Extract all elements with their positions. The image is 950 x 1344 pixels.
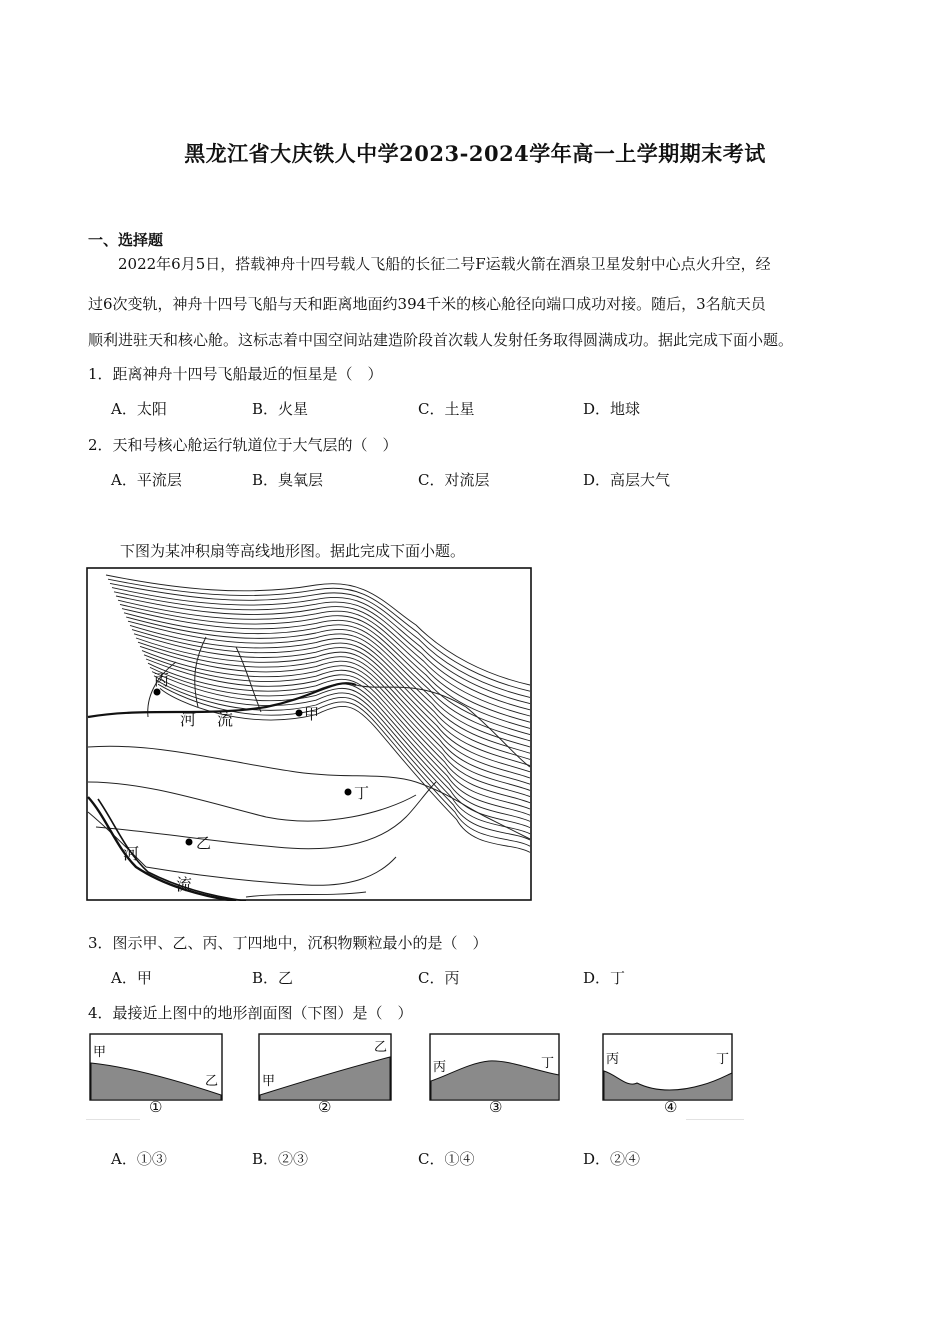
profile-4-right-label: 丁 — [716, 1052, 730, 1067]
profile-3 — [429, 1033, 560, 1101]
q3-option-a: A．甲 — [111, 969, 152, 987]
intro-paragraph-line-1: 2022年6月5日，搭载神舟十四号载人飞船的长征二号F运载火箭在酒泉卫星发射中心点火升空，经 — [118, 255, 771, 273]
q4-option-c: C．①④ — [418, 1150, 475, 1168]
map-label-jia: 甲 — [304, 705, 320, 723]
profile-4-number: ④ — [664, 1098, 678, 1116]
q2-option-a: A．平流层 — [111, 471, 182, 489]
q1-option-a: A．太阳 — [111, 400, 167, 418]
profile-1-right-label: 乙 — [205, 1074, 219, 1089]
question-3-stem: 3．图示甲、乙、丙、丁四地中，沉积物颗粒最小的是（ ） — [88, 934, 488, 952]
map-label-river-he-2: 河 — [123, 844, 140, 863]
intro-paragraph-line-2: 过6次变轨，神舟十四号飞船与天和距离地面约394千米的核心舱径向端口成功对接。随后，3名航天员 — [88, 295, 766, 313]
q2-option-b: B．臭氧层 — [252, 471, 324, 489]
page-title: 黑龙江省大庆铁人中学2023-2024学年高一上学期期末考试 — [184, 141, 766, 166]
q1-option-c: C．土星 — [418, 400, 475, 418]
map-label-bing: 丙 — [154, 671, 170, 689]
map-label-river-he-1: 河 — [180, 710, 197, 729]
q2-option-c: C．对流层 — [418, 471, 490, 489]
profile-4 — [602, 1033, 733, 1101]
profile-1 — [89, 1033, 223, 1101]
q1-option-d: D．地球 — [583, 400, 641, 418]
q1-option-b: B．火星 — [252, 400, 309, 418]
profile-3-right-label: 丁 — [541, 1056, 555, 1071]
map-label-river-liu-2: 流 — [176, 875, 193, 894]
divider-right — [686, 1119, 744, 1120]
profile-2 — [258, 1033, 392, 1101]
profile-2-number: ② — [318, 1098, 332, 1116]
profile-3-left-label: 丙 — [433, 1060, 447, 1075]
map-label-river-liu-1: 流 — [217, 710, 234, 729]
q2-option-d: D．高层大气 — [583, 471, 671, 489]
intro-paragraph-line-3: 顺利进驻天和核心舱。这标志着中国空间站建造阶段首次载人发射任务取得圆满成功。据此完成下面小题。 — [88, 331, 794, 349]
intro-map: 下图为某冲积扇等高线地形图。据此完成下面小题。 — [120, 542, 466, 560]
section-heading: 一、选择题 — [88, 231, 164, 249]
q3-option-c: C．丙 — [418, 969, 460, 987]
question-1-stem: 1．距离神舟十四号飞船最近的恒星是（ ） — [88, 365, 383, 383]
q4-option-a: A．①③ — [111, 1150, 167, 1168]
question-2-stem: 2．天和号核心舱运行轨道位于大气层的（ ） — [88, 436, 398, 454]
contour-map — [86, 567, 532, 901]
q4-option-b: B．②③ — [252, 1150, 309, 1168]
map-label-yi: 乙 — [196, 834, 212, 852]
profile-4-left-label: 丙 — [606, 1052, 620, 1067]
question-4-stem: 4．最接近上图中的地形剖面图（下图）是（ ） — [88, 1004, 413, 1022]
profile-2-left-label: 甲 — [262, 1074, 276, 1089]
q4-option-d: D．②④ — [583, 1150, 641, 1168]
profile-2-right-label: 乙 — [374, 1040, 388, 1055]
profile-3-number: ③ — [489, 1098, 503, 1116]
profile-1-left-label: 甲 — [93, 1045, 107, 1060]
map-label-ding: 丁 — [354, 784, 370, 802]
divider-left — [86, 1119, 140, 1120]
profile-1-number: ① — [149, 1098, 163, 1116]
q3-option-b: B．乙 — [252, 969, 294, 987]
q3-option-d: D．丁 — [583, 969, 626, 987]
